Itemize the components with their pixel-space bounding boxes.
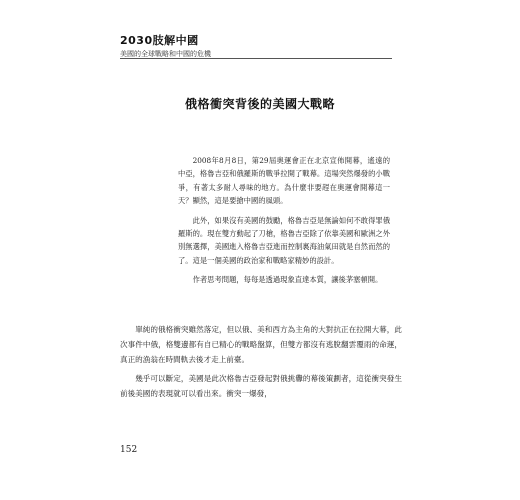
book-title: 2030肢解中國 (120, 34, 199, 47)
lead-paragraph: 作者思考問題，每每是透過現象直達本質，讓後茅塞頓開。 (192, 275, 383, 285)
lead-paragraph: 此外，如果沒有美國的鼓勵，格魯吉亞是無論如何不敢得罪俄羅斯的。現在雙方動起了刀槍，格魯吉亞除了依靠美國和歐洲之外別無選擇，美國進入格魯吉亞進而控制裏海油氣田就是自然而然的了。這是一個美國的政治家和戰略家精妙的設計。 (178, 215, 390, 265)
chapter-title: 俄格衝突背後的美國大戰略 (184, 97, 335, 111)
running-header (120, 34, 420, 59)
body-text (120, 322, 402, 405)
lead-block (178, 154, 390, 293)
book-subtitle: 美國的全球戰略和中國的危機 (120, 50, 211, 58)
lead-paragraph: 2008年8月8日，第29屆奧運會正在北京宣佈開幕，遙遠的中亞，格魯吉亞和俄羅斯的戰爭拉開了戰幕。這場突然爆發的小戰爭，有著太多耐人尋味的地方。為什麼非要趕在奧運會開幕這一天？顯然，這是要搶中國的風頭。 (178, 156, 390, 206)
header-rule (120, 58, 392, 59)
page-number: 152 (120, 445, 138, 455)
body-paragraph: 單純的俄格衝突雖然落定，但以俄、美和西方為主角的大對抗正在拉開大幕，此次事件中俄，格雙邊都有自已精心的戰略盤算，但雙方都沒有逃脫翻雲覆雨的命運，真正的漁翁在時間軌去後才走上前臺。 (120, 325, 402, 364)
body-paragraph: 幾乎可以斷定，美國是此次格魯吉亞發起對俄挑釁的幕後策劃者，這從衝突發生前後美國的表現就可以看出來。衝突一爆發， (120, 374, 402, 398)
